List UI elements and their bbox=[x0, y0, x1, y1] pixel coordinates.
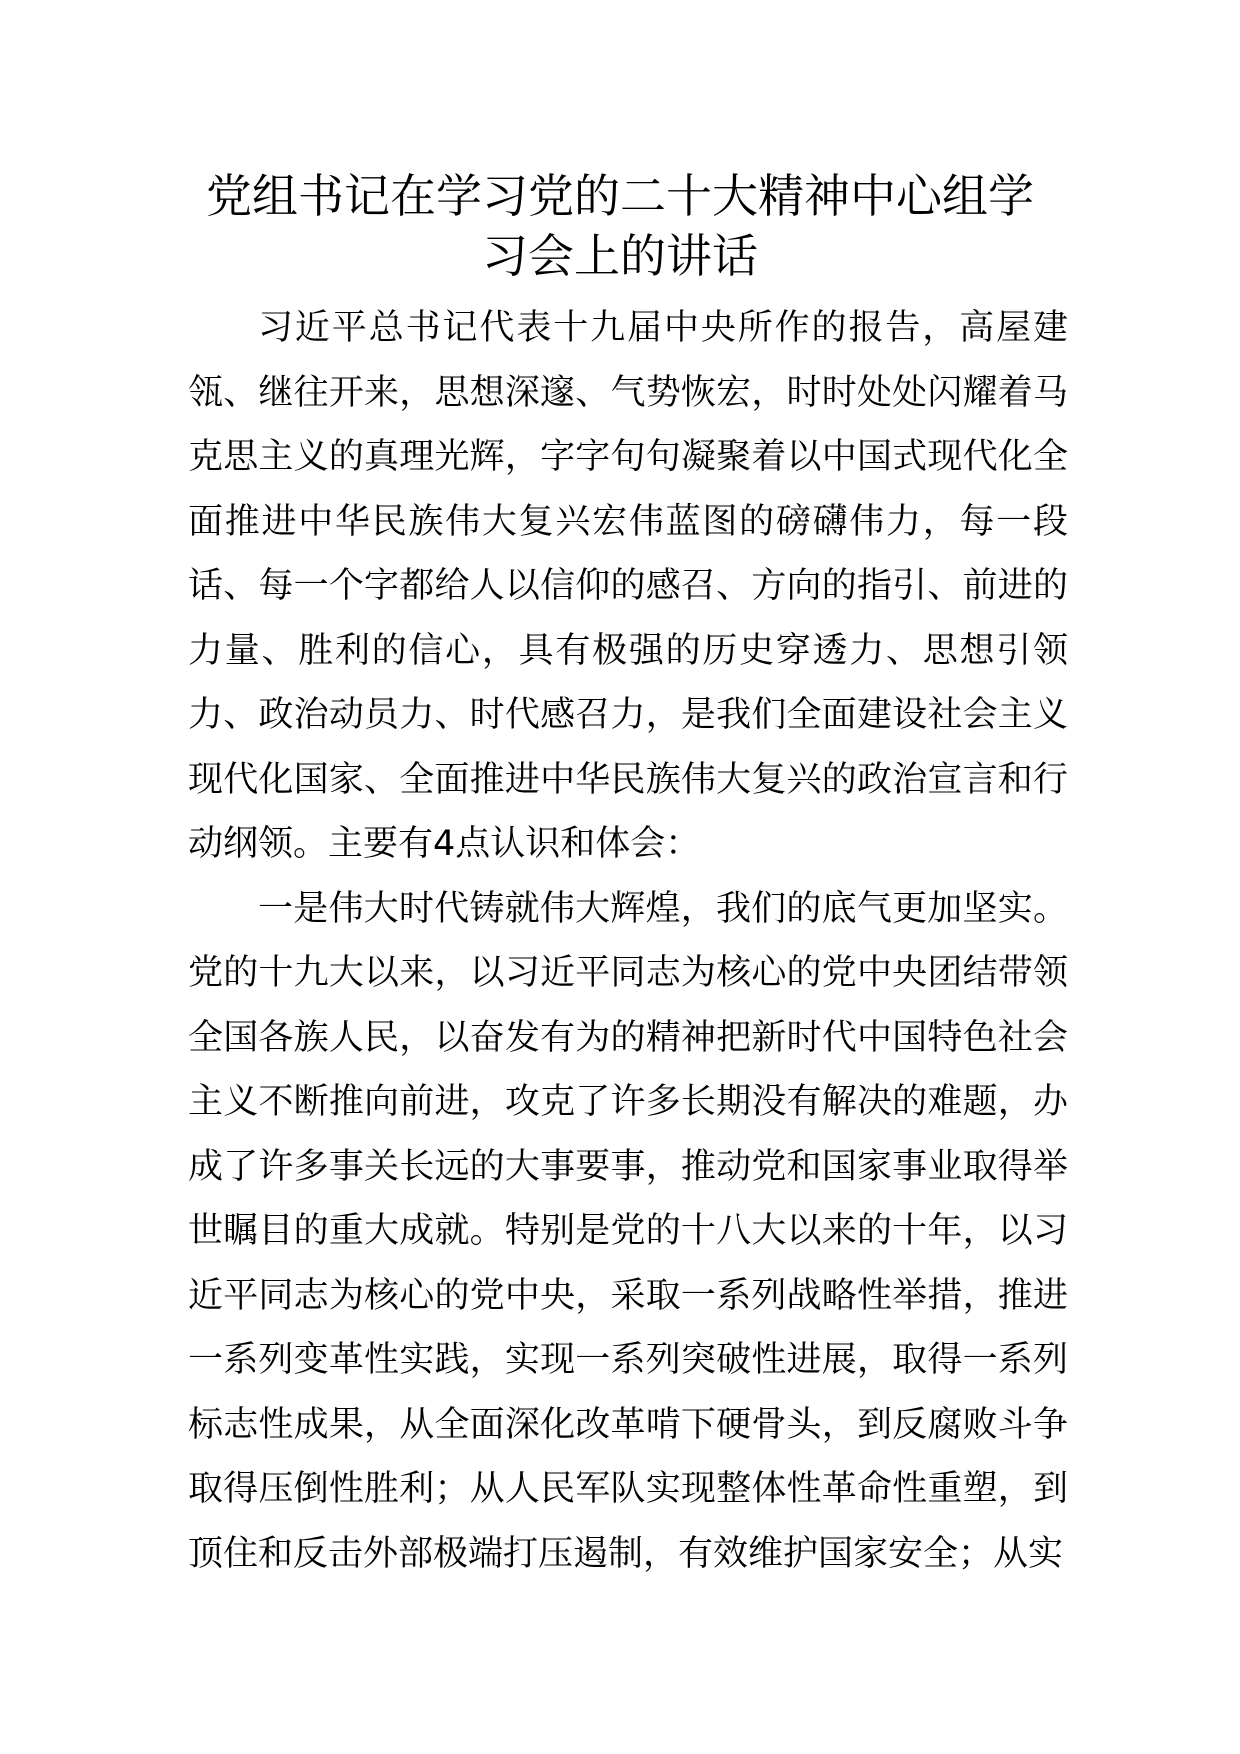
paragraph-point-one: 一是伟大时代铸就伟大辉煌，我们的底气更加坚实。党的十九大以来，以习近平同志为核心的党中央团结带领全国各族人民，以奋发有为的精神把新时代中国特色社会主义不断推向前进，攻克了许多长期没有解决的难题，办成了许多事关长远的大事要事，推动党和国家事业取得举世瞩目的重大成就。特别是党的十八大以来的十年，以习近平同志为核心的党中央，采取一系列战略性举措，推进一系列变革性实践，实现一系列突破性进展，取得一系列标志性成果，从全面深化改革啃下硬骨头，到反腐败斗争取得压倒性胜利；从人民军队实现整体性革命性重塑，到顶住和反击外部极端打压遏制，有效维护国家安全；从实 bbox=[188, 888, 1068, 1574]
document-title bbox=[160, 166, 1080, 286]
title-line-2: 习会上的讲话 bbox=[482, 229, 758, 283]
document-body bbox=[188, 296, 1068, 1586]
title-line-1: 党组书记在学习党的二十大精神中心组学 bbox=[206, 169, 1034, 223]
paragraph-intro: 习近平总书记代表十九届中央所作的报告，高屋建瓴、继往开来，思想深邃、气势恢宏，时时处处闪耀着马克思主义的真理光辉，字字句句凝聚着以中国式现代化全面推进中华民族伟大复兴宏伟蓝图的磅礴伟力，每一段话、每一个字都给人以信仰的感召、方向的指引、前进的力量、胜利的信心，具有极强的历史穿透力、思想引领力、政治动员力、时代感召力，是我们全面建设社会主义现代化国家、全面推进中华民族伟大复兴的政治宣言和行动纲领。主要有4点认识和体会： bbox=[188, 308, 1068, 864]
